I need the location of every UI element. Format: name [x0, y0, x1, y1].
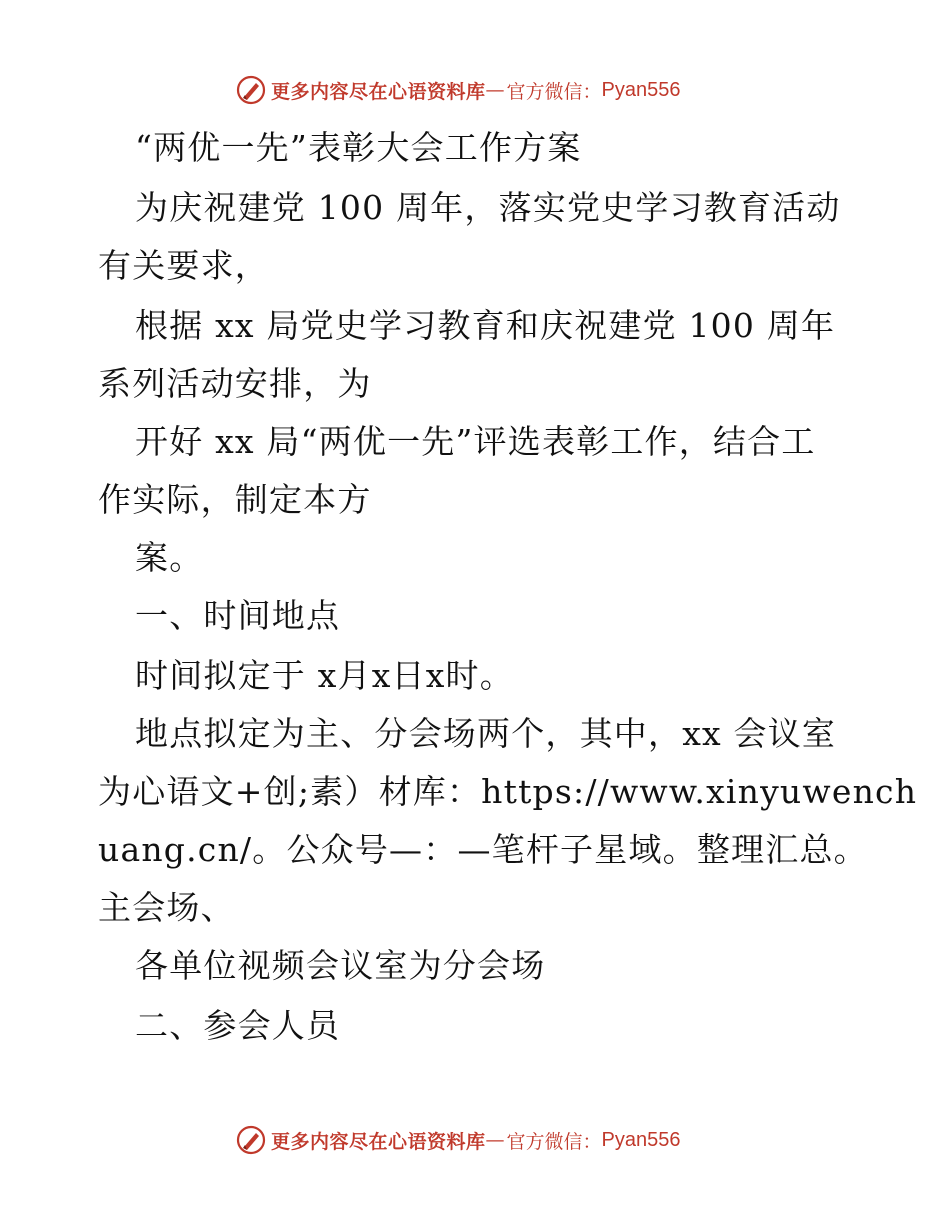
paragraph-line: 地点拟定为主、分会场两个，其中，xx 会议室: [135, 714, 837, 753]
pen-logo-icon: [235, 1124, 267, 1156]
paragraph-line: 主会场、: [98, 888, 235, 927]
watermark-main-text: 更多内容尽在心语资料库: [271, 1130, 486, 1153]
paragraph-line: 时间拟定于 x月x日x时。: [135, 656, 514, 695]
paragraph-line: uang.cn/。公众号—：—笔杆子星域。整理汇总。: [98, 830, 868, 869]
watermark-dash: —: [485, 79, 505, 101]
footer-watermark: [235, 1123, 681, 1157]
watermark-wechat-id: Pyan556: [601, 78, 681, 101]
watermark-main-text: 更多内容尽在心语资料库: [271, 80, 486, 103]
paragraph-line: 为心语文+创;素）材库：https://www.xinyuwench: [98, 772, 918, 811]
paragraph-line: 案。: [135, 538, 204, 577]
watermark-label: 官方微信：: [506, 1130, 602, 1153]
paragraph-line: 各单位视频会议室为分会场: [135, 946, 546, 985]
pen-logo-icon: [235, 74, 267, 106]
paragraph-line: 根据 xx 局党史学习教育和庆祝建党 100 周年: [135, 306, 836, 345]
paragraph-line: 有关要求，: [98, 246, 269, 285]
paragraph-line: 开好 xx 局“两优一先”评选表彰工作，结合工: [135, 422, 816, 461]
paragraph-line: 系列活动安排，为: [98, 364, 372, 403]
header-watermark: [235, 73, 681, 107]
section-heading: 二、参会人员: [135, 1006, 341, 1045]
paragraph-line: 为庆祝建党 100 周年，落实党史学习教育活动: [135, 188, 841, 227]
paragraph-line: 作实际，制定本方: [98, 480, 372, 519]
document-title: “两优一先”表彰大会工作方案: [135, 128, 582, 167]
section-heading: 一、时间地点: [135, 596, 341, 635]
watermark-dash: —: [485, 1129, 505, 1151]
watermark-wechat-id: Pyan556: [601, 1128, 681, 1151]
watermark-label: 官方微信：: [506, 80, 602, 103]
